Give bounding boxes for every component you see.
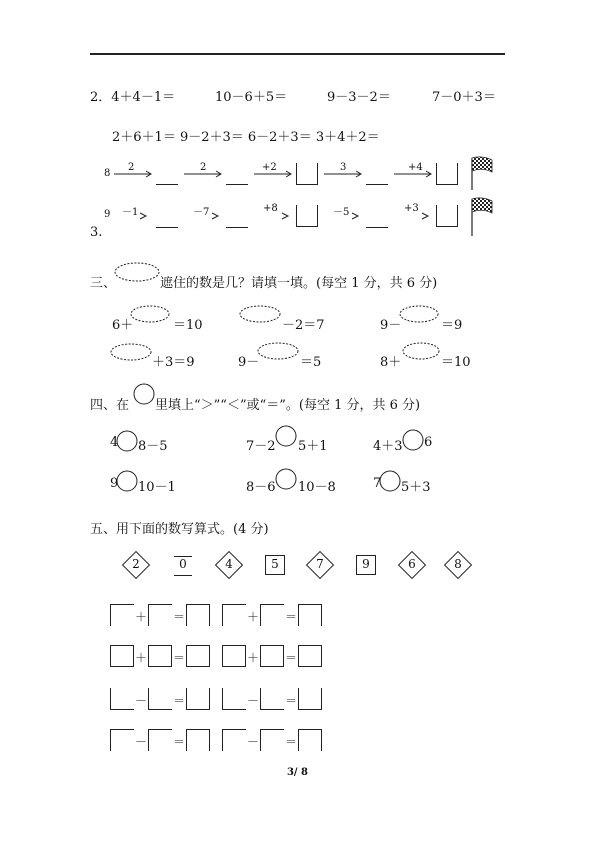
chain2-op-4: －5: [333, 207, 350, 218]
equals-sign: ＝: [172, 651, 185, 665]
s4-item-4-right: 10－1: [138, 480, 176, 495]
cloud-icon: [240, 306, 280, 322]
number-card-value: 7: [316, 557, 324, 571]
s4-item-3-left: 4＋3: [373, 439, 403, 454]
cloud-icon: [111, 344, 151, 360]
compare-circle: [276, 469, 296, 489]
finish-flag-icon: [472, 157, 492, 190]
s4-item-2-right: 5＋1: [298, 439, 328, 454]
operator: －: [246, 694, 259, 708]
equals-sign: ＝: [172, 735, 185, 749]
compare-circle: [117, 471, 137, 491]
operator: ＋: [134, 610, 147, 624]
number-card-value: 2: [132, 557, 140, 571]
compare-circle: [276, 426, 296, 446]
q2-expr-3: 9－3－2＝: [327, 90, 391, 105]
q2-row2: 2＋6＋1＝ 9－2＋3＝ 6－2＋3＝ 3＋4＋2＝: [112, 130, 380, 145]
equals-sign: ＝: [172, 610, 185, 624]
chain2-op-2: －7: [193, 207, 210, 218]
cloud-icon: [115, 263, 159, 281]
s4-item-1-right: 8－5: [138, 439, 168, 454]
chain2-arrow-5: [422, 213, 428, 219]
operator: ＋: [134, 651, 147, 665]
s4-item-4-left: 9: [110, 476, 119, 491]
page-number: 3/ 8: [286, 767, 309, 778]
equals-sign: ＝: [284, 651, 297, 665]
operator: ＋: [246, 610, 259, 624]
s4-item-6-left: 7: [373, 476, 382, 491]
section3-title: 遮住的数是几？请填一填。(每空 1 分，共 6 分): [160, 276, 438, 291]
number-card-value: 0: [179, 557, 187, 571]
s3-item-3-pre: 9－: [380, 318, 402, 333]
cloud-icon: [403, 343, 439, 359]
chain1-start: 8: [104, 168, 111, 179]
cloud-icon: [258, 343, 298, 359]
s3-item-5-pre: 9－: [238, 355, 260, 370]
chain1-arrow-3: [254, 171, 291, 177]
chain2-arrow-4: [352, 213, 358, 219]
operator: －: [134, 735, 147, 749]
compare-circle: [403, 430, 423, 450]
q2-expr-4: 7－0＋3＝: [432, 90, 496, 105]
number-card-value: 8: [454, 557, 462, 571]
chain2-arrow-2: [212, 213, 218, 219]
chain1-op-4: 3: [340, 162, 347, 173]
equals-sign: ＝: [284, 610, 297, 624]
chain1-arrow-1: [114, 171, 151, 177]
s3-item-3-post: ＝9: [441, 318, 463, 333]
chain2-op-5: +3: [404, 203, 419, 214]
s4-item-3-right: 6: [424, 435, 433, 450]
s4-item-5-left: 8－6: [246, 480, 276, 495]
q2-expr-2: 10－6＋5＝: [215, 90, 288, 105]
operator: －: [246, 735, 259, 749]
finish-flag-icon: [472, 198, 492, 236]
s3-item-4-post: ＋3＝9: [152, 355, 195, 370]
chain1-arrow-5: [394, 171, 431, 177]
equals-sign: ＝: [284, 735, 297, 749]
operator: －: [134, 694, 147, 708]
section4-title-prefix: 四、在: [90, 398, 130, 413]
compare-circle: [117, 431, 137, 451]
section5-title: 五、用下面的数写算式。(4 分): [90, 522, 269, 537]
chain1-arrow-2: [184, 171, 221, 177]
chain1-op-2: 2: [200, 162, 207, 173]
equals-sign: ＝: [172, 694, 185, 708]
cloud-icon: [400, 306, 438, 322]
chain1-arrow-4: [324, 171, 361, 177]
compare-circle: [134, 384, 154, 404]
q2-expr-1: 2．4＋4－1＝: [90, 90, 176, 105]
number-card-value: 9: [362, 557, 370, 571]
s3-item-1-post: ＝10: [173, 318, 203, 333]
s4-item-5-right: 10－8: [298, 480, 336, 495]
operator: ＋: [246, 651, 259, 665]
equals-sign: ＝: [284, 694, 297, 708]
section4-title: 里填上“＞”“＜”或“＝”。(每空 1 分，共 6 分): [155, 398, 421, 413]
s4-item-1-left: 4: [110, 435, 119, 450]
chain2-op-3: +8: [263, 203, 278, 214]
s3-item-6-pre: 8＋: [380, 355, 402, 370]
chain1-op-5: +4: [408, 162, 423, 173]
s3-item-2-post: －2＝7: [282, 318, 325, 333]
s3-item-5-post: ＝5: [300, 355, 322, 370]
s4-item-2-left: 7－2: [246, 439, 276, 454]
chain1-op-1: 2: [128, 162, 135, 173]
number-card-value: 5: [271, 557, 279, 571]
chain2-arrow-1: [140, 213, 146, 219]
chain2-op-1: －1: [122, 207, 139, 218]
chain1-op-3: +2: [262, 162, 277, 173]
chain2-arrow-3: [282, 213, 288, 219]
q3-number: 3.: [90, 225, 103, 240]
section3-title-prefix: 三、: [90, 276, 117, 291]
chain2-start: 9: [104, 209, 111, 220]
s4-item-6-right: 5＋3: [401, 480, 431, 495]
s3-item-6-post: ＝10: [441, 355, 471, 370]
number-card-value: 6: [408, 557, 416, 571]
number-card-value: 4: [225, 557, 233, 571]
s3-item-1-pre: 6＋: [112, 318, 134, 333]
compare-circle: [380, 471, 400, 491]
cloud-icon: [131, 306, 169, 322]
